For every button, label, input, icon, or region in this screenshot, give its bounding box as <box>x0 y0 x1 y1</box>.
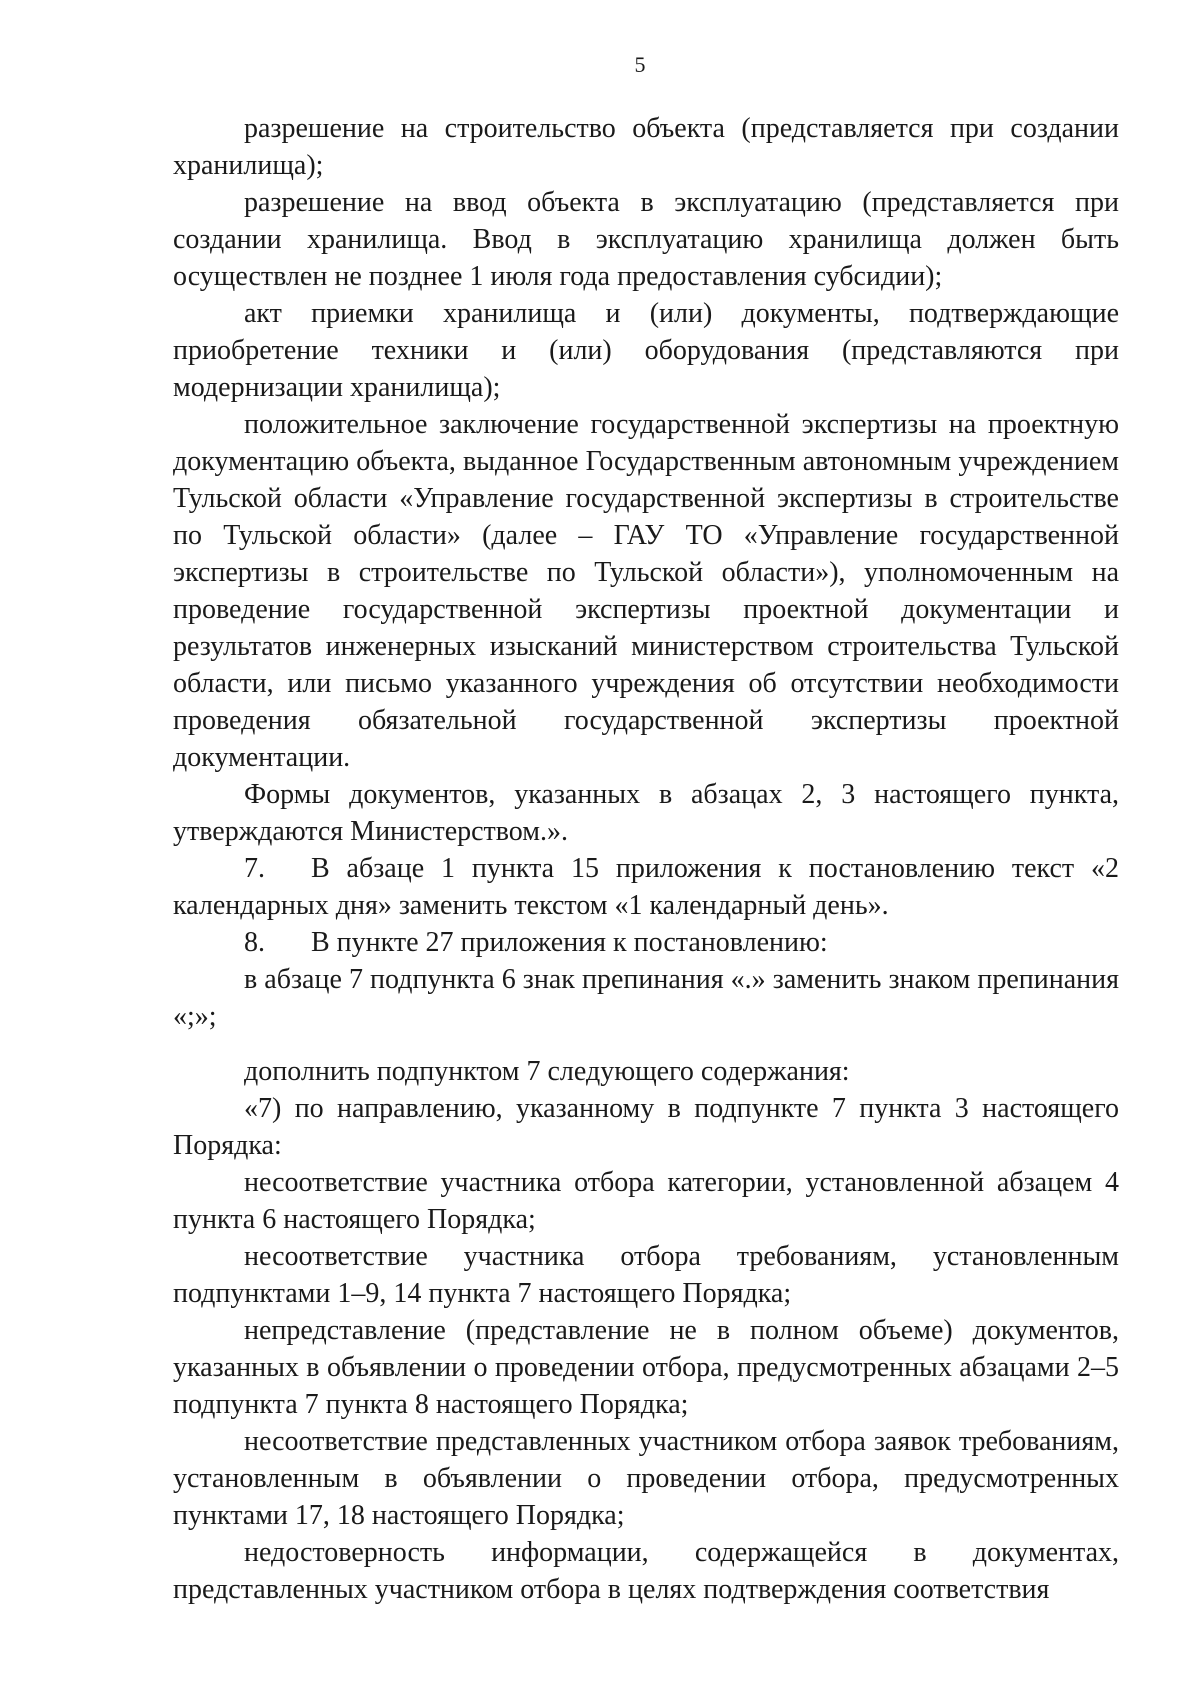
page-number: 5 <box>634 52 646 77</box>
paragraph-requirements-mismatch: несоответствие участника отбора требованиям, установленным подпунктами 1–9, 14 пункта 7 настоящего Порядка; <box>173 1241 1119 1309</box>
paragraph-acceptance-act: акт приемки хранилища и (или) документы, подтверждающие приобретение техники и (или) оборудования (представляются при модернизации хранилища); <box>173 298 1119 403</box>
item-text: В абзаце 1 пункта 15 приложения к постановлению текст «2 календарных дня» заменить текстом «1 календарный день». <box>173 853 1119 921</box>
paragraph-document-forms: Формы документов, указанных в абзацах 2, 3 настоящего пункта, утверждаются Министерством.». <box>173 779 1119 847</box>
paragraph-category-mismatch: несоответствие участника отбора категории, установленной абзацем 4 пункта 6 настоящего Порядка; <box>173 1167 1119 1235</box>
numbered-item-7 <box>173 850 1119 924</box>
paragraph-unreliable-information: недостоверность информации, содержащейся в документах, представленных участником отбора в целях подтверждения соответствия <box>173 1537 1119 1605</box>
paragraph-add-subitem: дополнить подпунктом 7 следующего содержания: <box>244 1056 850 1087</box>
paragraph-building-permit: разрешение на строительство объекта (представляется при создании хранилища); <box>173 113 1119 181</box>
item-number: 8. <box>244 927 265 958</box>
item-number: 7. <box>244 853 265 884</box>
paragraph-gap <box>173 1035 1119 1053</box>
paragraph-application-mismatch: несоответствие представленных участником отбора заявок требованиям, установленным в объявлении о проведении отбора, предусмотренных пунктами 17, 18 настоящего Порядка; <box>173 1426 1119 1531</box>
paragraph-expertise-conclusion: положительное заключение государственной экспертизы на проектную документацию объекта, выданное Государственным автономным учреждением Тульской области «Управление государственной экспертизы в строительстве по Тульской области» (далее – ГАУ ТО «Управление государственной экспертизы в строительстве по Тульской области»), уполномоченным на проведение государственной экспертизы проектной документации и результатов инженерных изысканий министерством строительства Тульской области, или письмо указанного учреждения об отсутствии необходимости проведения обязательной государственной экспертизы проектной документации. <box>173 409 1119 773</box>
paragraph-commissioning-permit: разрешение на ввод объекта в эксплуатацию (представляется при создании хранилища. Ввод в эксплуатацию хранилища должен быть осуществлен не позднее 1 июля года предоставления субсидии); <box>173 187 1119 292</box>
paragraph-non-submission: непредставление (представление не в полном объеме) документов, указанных в объявлении о проведении отбора, предусмотренных абзацами 2–5 подпункта 7 пункта 8 настоящего Порядка; <box>173 1315 1119 1420</box>
document-body <box>173 110 1119 1608</box>
item-text: В пункте 27 приложения к постановлению: <box>311 927 828 958</box>
paragraph-punctuation-change: в абзаце 7 подпункта 6 знак препинания «.» заменить знаком препинания «;»; <box>173 964 1119 1032</box>
paragraph-subitem-7: «7) по направлению, указанному в подпункте 7 пункта 3 настоящего Порядка: <box>173 1093 1119 1161</box>
numbered-item-8 <box>173 924 1119 961</box>
